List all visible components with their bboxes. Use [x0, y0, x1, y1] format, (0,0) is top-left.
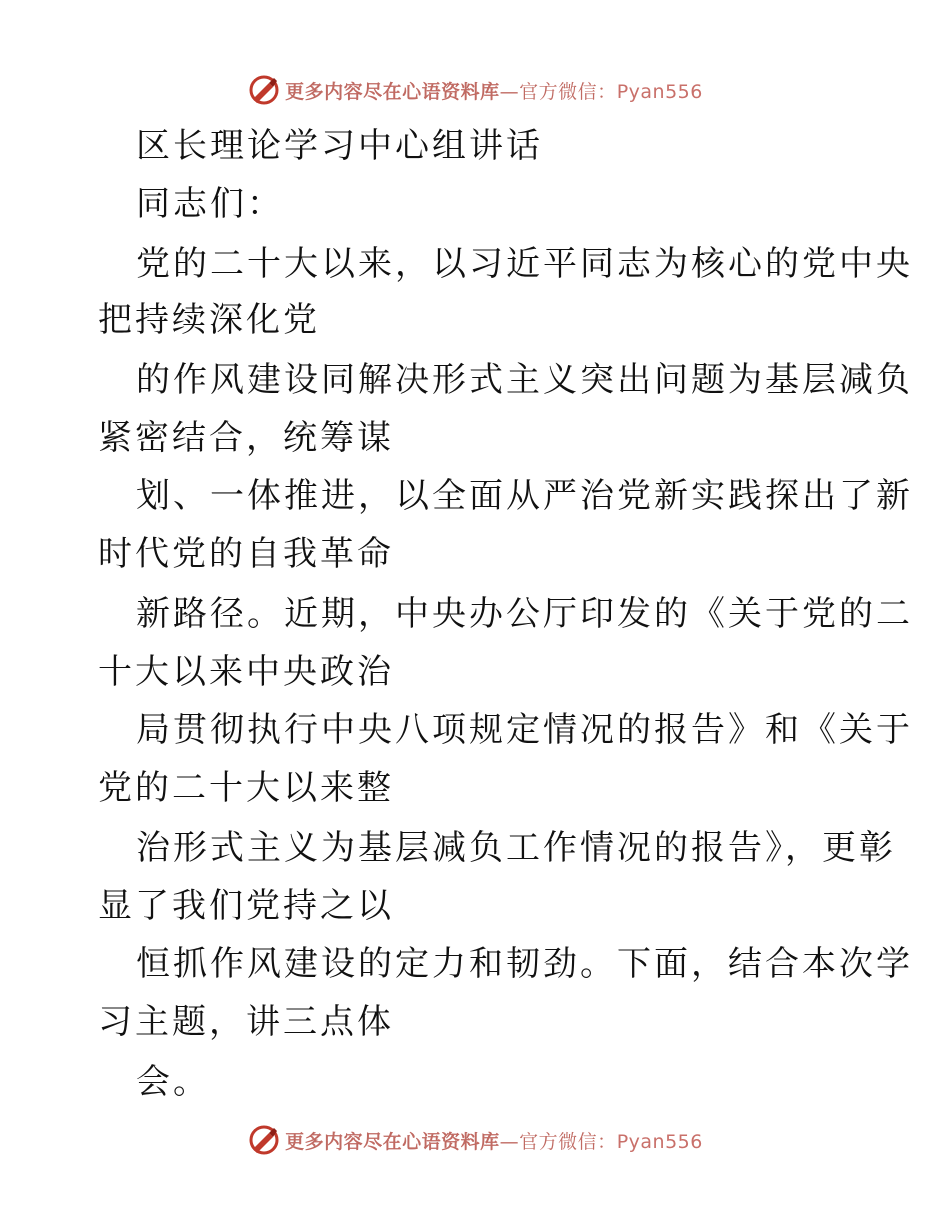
watermark-dash: — [499, 80, 520, 103]
paragraph-line: 习主题，讲三点体 [98, 1002, 394, 1042]
watermark-handle: Pyan556 [616, 80, 703, 103]
watermark-header [0, 70, 950, 110]
salutation: 同志们： [136, 184, 284, 224]
watermark-text [285, 77, 703, 104]
paragraph-line: 把持续深化党 [98, 300, 320, 340]
watermark-suffix: 官方微信： [519, 1130, 617, 1153]
watermark-footer [0, 1120, 950, 1160]
watermark-handle: Pyan556 [616, 1130, 703, 1153]
watermark-suffix: 官方微信： [519, 80, 617, 103]
paragraph-line: 治形式主义为基层减负工作情况的报告》，更彰 [136, 828, 896, 868]
watermark-dash: — [499, 1130, 520, 1153]
paragraph-line: 局贯彻执行中央八项规定情况的报告》和《关于 [136, 710, 913, 750]
watermark-text [285, 1127, 703, 1154]
watermark-brand: 更多内容尽在心语资料库 [285, 80, 500, 103]
paragraph-line: 会。 [136, 1062, 210, 1102]
paragraph-line: 显了我们党持之以 [98, 886, 394, 926]
watermark-brand: 更多内容尽在心语资料库 [285, 1130, 500, 1153]
paragraph-line: 十大以来中央政治 [98, 652, 394, 692]
paragraph-line: 紧密结合，统筹谋 [98, 418, 394, 458]
paragraph-line: 恒抓作风建设的定力和韧劲。下面，结合本次学 [136, 944, 913, 984]
paragraph-line: 新路径。近期，中央办公厅印发的《关于党的二 [136, 594, 913, 634]
document-title: 区长理论学习中心组讲话 [136, 126, 543, 166]
paragraph-line: 划、一体推进，以全面从严治党新实践探出了新 [136, 476, 913, 516]
paragraph-line: 的作风建设同解决形式主义突出问题为基层减负 [136, 360, 913, 400]
pen-nib-logo-icon [247, 1123, 281, 1157]
paragraph-line: 党的二十大以来整 [98, 768, 394, 808]
pen-nib-logo-icon [247, 73, 281, 107]
paragraph-line: 党的二十大以来，以习近平同志为核心的党中央 [136, 244, 913, 284]
paragraph-line: 时代党的自我革命 [98, 534, 394, 574]
